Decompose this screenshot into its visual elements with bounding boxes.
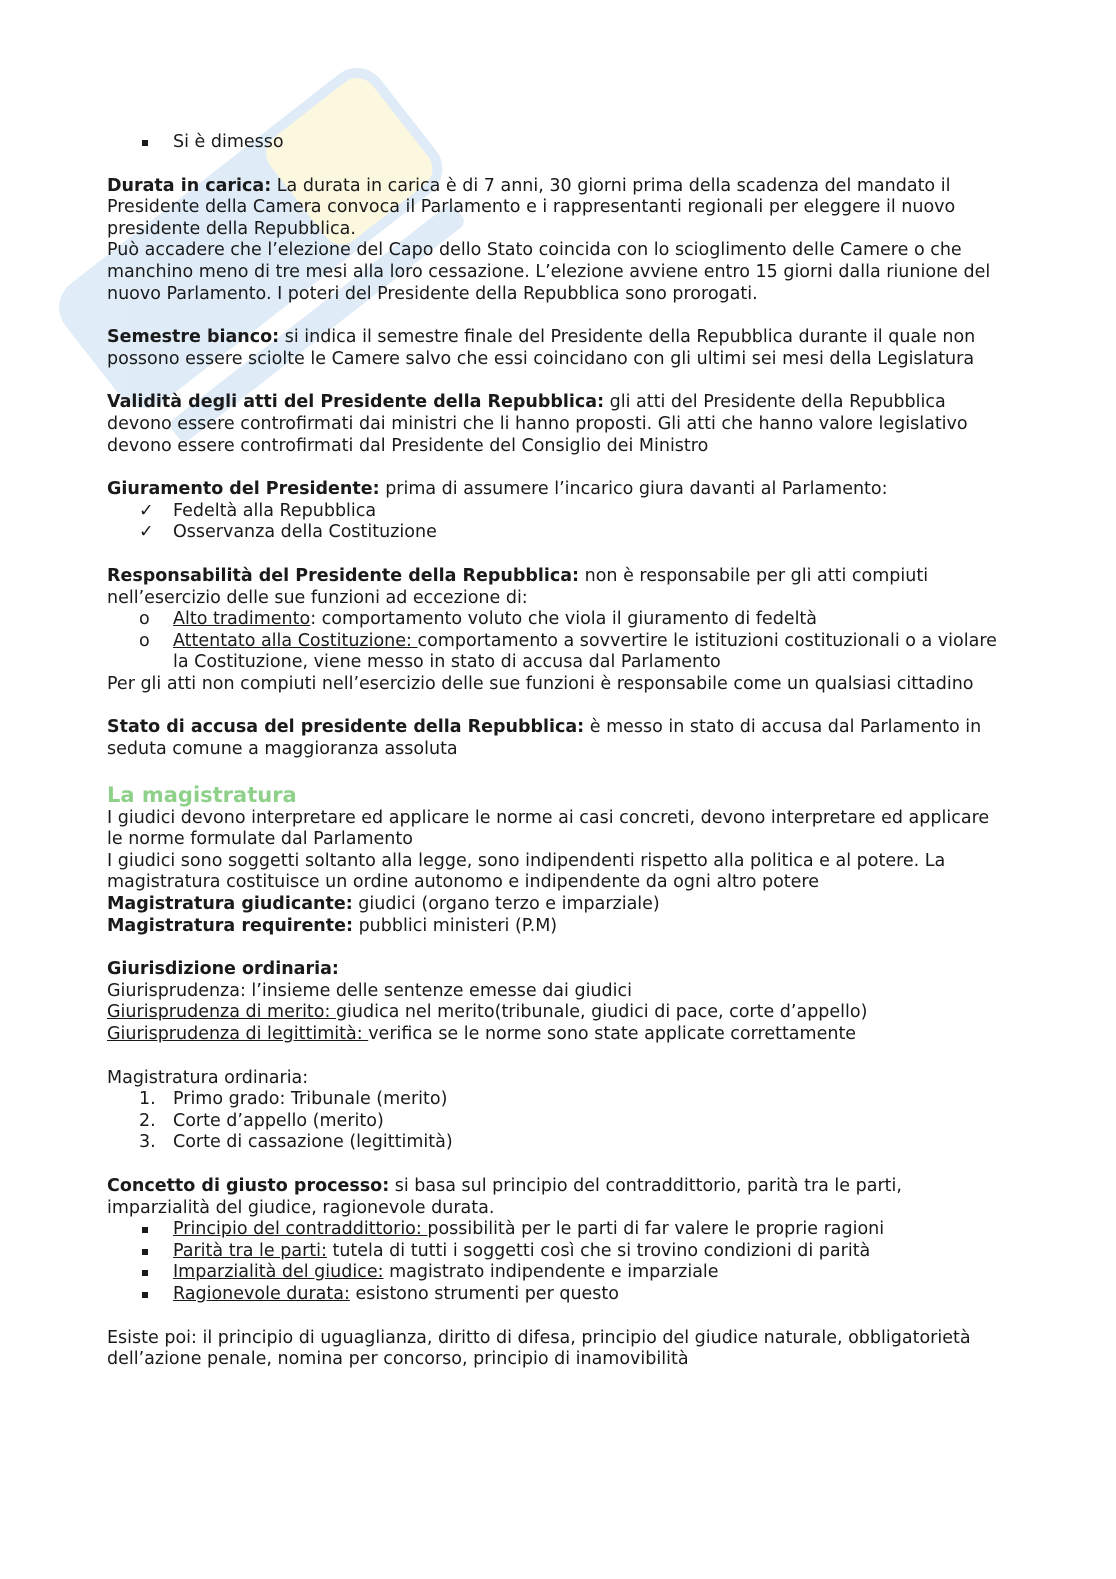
giurisdizione-label: Giurisdizione ordinaria:: [107, 959, 339, 980]
merito-line: Giurisprudenza di merito: giudica nel merito(tribunale, giudici di pace, corte d’appello): [107, 1002, 868, 1023]
giuramento-paragraph: Giuramento del Presidente: prima di assumere l’incarico giura davanti al Parlamento:: [107, 479, 888, 500]
durata-label: Durata in carica:: [107, 175, 272, 196]
list-number: 1.: [139, 1089, 156, 1110]
giusto-processo-list: [107, 1219, 1007, 1305]
list-item: Ragionevole durata: esistono strumenti per questo: [173, 1283, 619, 1304]
responsabilita-paragraph: Responsabilità del Presidente della Repubblica: non è responsabile per gli atti compiuti nell’esercizio delle sue funzioni ad eccezione di:: [107, 565, 929, 608]
list-item: ✓ Osservanza della Costituzione: [139, 522, 437, 543]
magistratura-paragraph-1: I giudici devono interpretare ed applicare le norme ai casi concreti, devono interpretare ed applicare le norme formulate dal Parlamento: [107, 807, 990, 850]
validita-label: Validità degli atti del Presidente della Repubblica:: [107, 392, 605, 413]
checkmark-icon: ✓: [139, 522, 154, 543]
responsabilita-list: [107, 609, 1007, 674]
list-item: Principio del contraddittorio: possibilità per le parti di far valere le proprie ragioni: [173, 1219, 885, 1240]
ordinaria-list: [107, 1089, 1007, 1154]
durata-paragraph: Durata in carica: La durata in carica è di 7 anni, 30 giorni prima della scadenza del mandato il Presidente della Camera convoca il Parlamento e i rappresentanti regionali per eleggere il nuovo presidente della Repubblica.: [107, 175, 956, 239]
responsabilita-label: Responsabilità del Presidente della Repubblica:: [107, 565, 580, 586]
legittimita-line: Giurisprudenza di legittimità: verifica se le norme sono state applicate correttamente: [107, 1024, 857, 1044]
list-item: o Alto tradimento: comportamento voluto che viola il giuramento di fedeltà: [139, 609, 818, 630]
stato-accusa-paragraph: Stato di accusa del presidente della Repubblica: è messo in stato di accusa dal Parlamento in seduta comune a maggioranza assoluta: [107, 717, 982, 760]
list-item: o Attentato alla Costituzione: comportamento a sovvertire le istituzioni costituzionali o a violare la Costituzione, viene messo in stato di accusa dal Parlamento: [139, 630, 997, 673]
durata-paragraph-2: Può accadere che l’elezione del Capo dello Stato coincida con lo scioglimento delle Camere o che manchino meno di tre mesi alla loro cessazione. L’elezione avviene entro 15 giorni dalla riunione del nuovo Parlamento. I poteri del Presidente della Repubblica sono prorogati.: [107, 240, 991, 304]
stato-accusa-label: Stato di accusa del presidente della Repubblica:: [107, 717, 585, 738]
list-number: 3.: [139, 1132, 156, 1153]
giusto-processo-label: Concetto di giusto processo:: [107, 1175, 390, 1196]
list-item: Imparzialità del giudice: magistrato indipendente e imparziale: [173, 1262, 719, 1283]
semestre-paragraph: Semestre bianco: si indica il semestre finale del Presidente della Repubblica durante il quale non possono essere sciolte le Camere salvo che essi coincidano con gli ultimi sei mesi della Legislatura: [107, 327, 976, 369]
list-item: ✓ Fedeltà alla Repubblica: [139, 500, 377, 521]
top-list: [107, 132, 1007, 154]
giuramento-list: [107, 501, 1007, 544]
list-item: 2. Corte d’appello (merito): [139, 1110, 384, 1131]
giusto-processo-paragraph: Concetto di giusto processo: si basa sul principio del contraddittorio, parità tra le parti, imparzialità del giudice, ragionevole durata.: [107, 1175, 902, 1218]
list-item: Parità tra le parti: tutela di tutti i soggetti così che si trovino condizioni di parità: [173, 1240, 871, 1261]
section-heading: La magistratura: [107, 782, 297, 807]
closing-paragraph: Esiste poi: il principio di uguaglianza, diritto di difesa, principio del giudice naturale, obbligatorietà dell’azione penale, nomina per concorso, principio di inamovibilità: [107, 1327, 971, 1370]
document-page: [107, 132, 1007, 1371]
giuramento-label: Giuramento del Presidente:: [107, 479, 380, 500]
giurisprudenza-line: Giurisprudenza: l’insieme delle sentenze emesse dai giudici: [107, 980, 632, 1001]
circle-bullet-icon: o: [139, 630, 150, 651]
semestre-label: Semestre bianco:: [107, 327, 280, 348]
validita-paragraph: Validità degli atti del Presidente della Repubblica: gli atti del Presidente della Repubblica devono essere controfirmati dai ministri che li hanno proposti. Gli atti che hanno valore legislativo devono essere controfirmati dal Presidente del Consiglio dei Ministro: [107, 392, 968, 456]
responsabilita-after: Per gli atti non compiuti nell’esercizio delle sue funzioni è responsabile come un qualsiasi cittadino: [107, 673, 974, 694]
list-number: 2.: [139, 1110, 156, 1131]
checkmark-icon: ✓: [139, 500, 154, 521]
magistratura-paragraph-2: I giudici sono soggetti soltanto alla legge, sono indipendenti rispetto alla politica e al potere. La magistratura costituisce un ordine autonomo e indipendente da ogni altro potere: [107, 850, 946, 893]
circle-bullet-icon: o: [139, 609, 150, 630]
requirente-line: Magistratura requirente: pubblici ministeri (P.M): [107, 915, 558, 936]
list-item: 1. Primo grado: Tribunale (merito): [139, 1089, 448, 1110]
list-item: 3. Corte di cassazione (legittimità): [139, 1132, 453, 1153]
giudicante-line: Magistratura giudicante: giudici (organo terzo e imparziale): [107, 894, 660, 915]
ordinaria-label: Magistratura ordinaria:: [107, 1067, 309, 1088]
list-item: Si è dimesso: [173, 132, 284, 152]
